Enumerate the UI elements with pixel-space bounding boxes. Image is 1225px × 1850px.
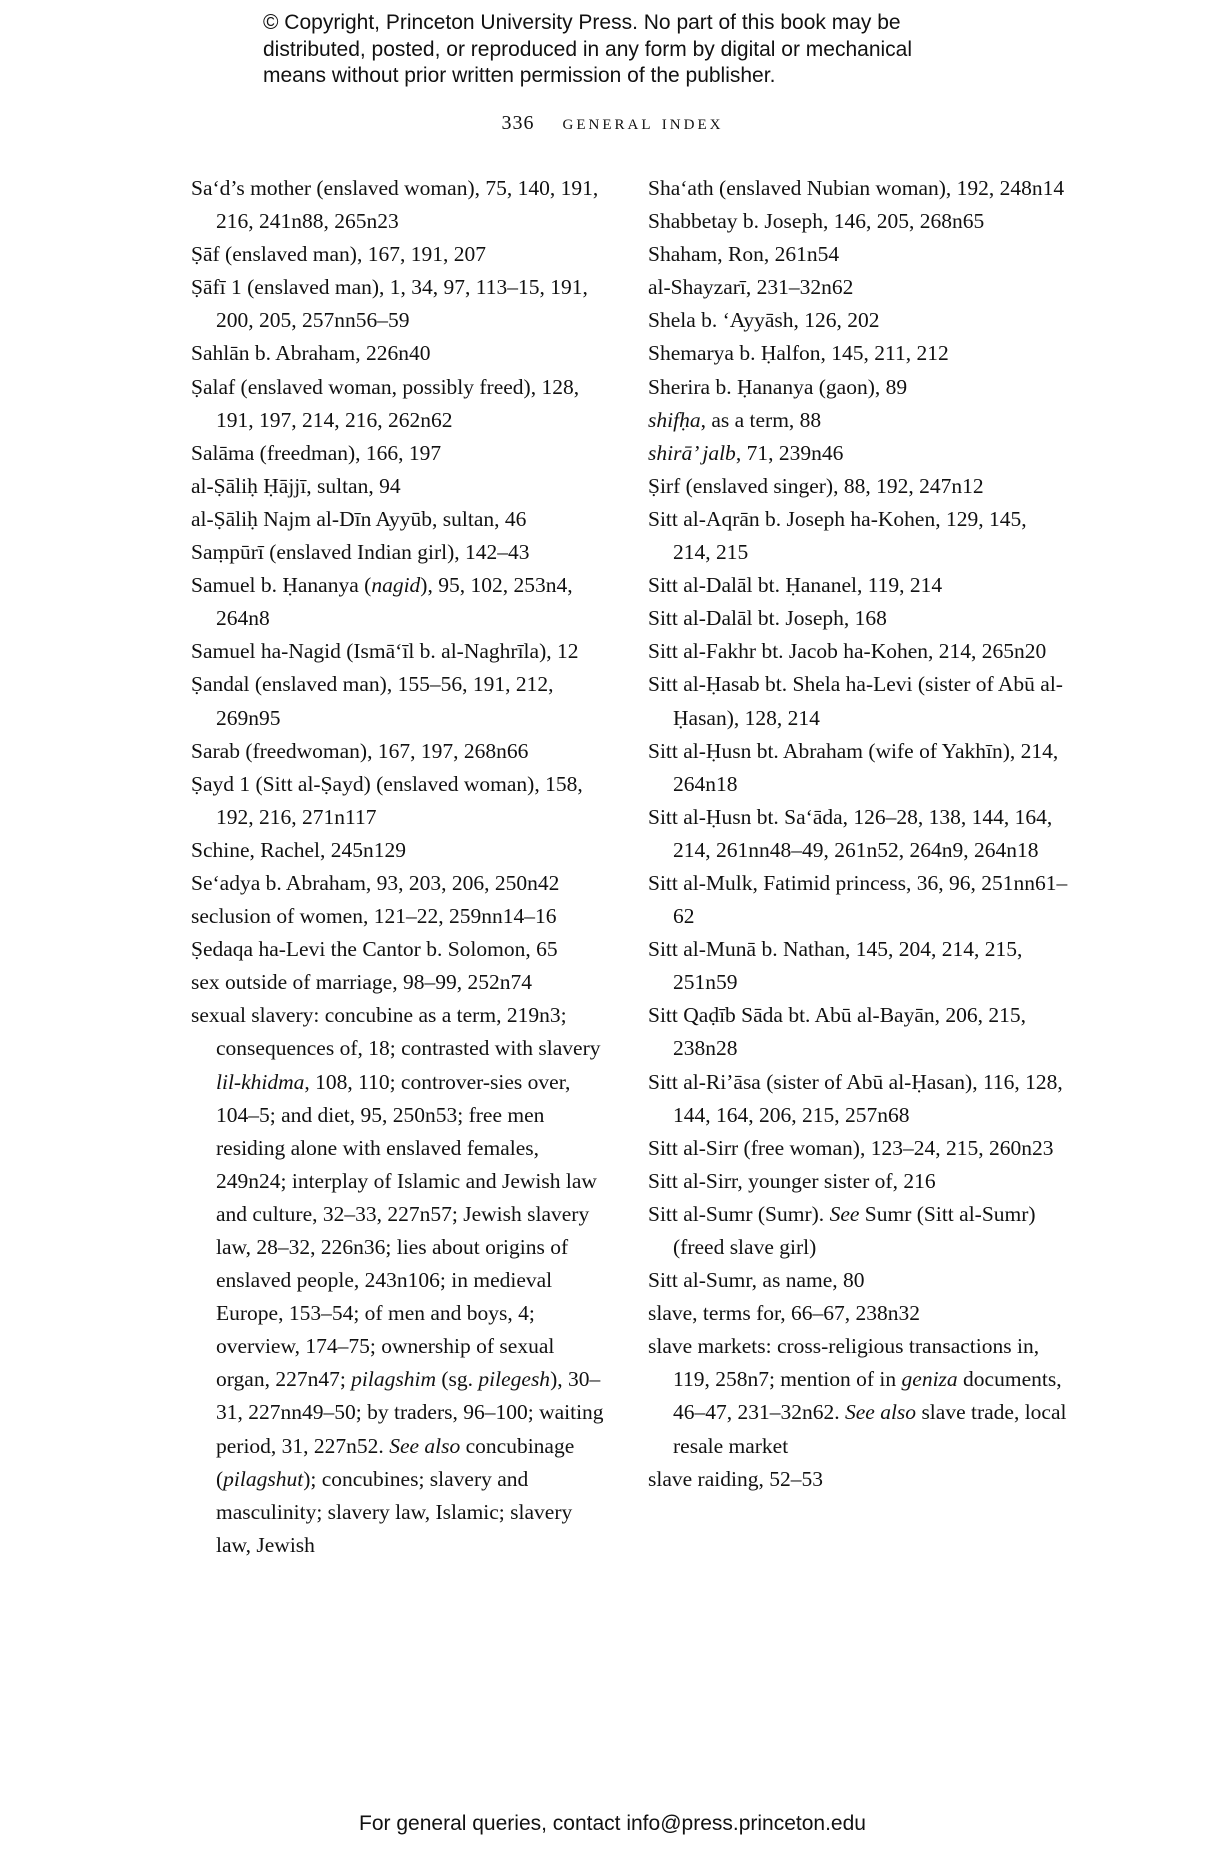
index-entry: slave raiding, 52–53 bbox=[648, 1466, 823, 1491]
index-entry: Sitt al-Ri’āsa (sister of Abū al-Ḥasan), 116, 128, 144, 164, 206, 215, 257n68 bbox=[648, 1069, 1063, 1127]
index-entry: Sitt al-Sumr (Sumr). See Sumr (Sitt al-Sumr) (freed slave girl) bbox=[648, 1201, 1036, 1259]
index-entry: Sha‘ath (enslaved Nubian woman), 192, 248n14 bbox=[648, 176, 1065, 200]
index-entry: al-Ṣāliḥ Najm al-Dīn Ayyūb, sultan, 46 bbox=[191, 506, 527, 531]
index-entry: seclusion of women, 121–22, 259nn14–16 bbox=[191, 904, 557, 929]
index-entry: shifḥa, as a term, 88 bbox=[648, 407, 822, 432]
index-entry: Ṣāfī 1 (enslaved man), 1, 34, 97, 113–15, 191, 200, 205, 257nn56–59 bbox=[191, 275, 588, 333]
index-entry: Sitt al-Ḥusn bt. Sa‘āda, 126–28, 138, 144, 164, 214, 261nn48–49, 261n52, 264n9, 264n18 bbox=[648, 804, 1053, 862]
index-entry: slave, terms for, 66–67, 238n32 bbox=[648, 1301, 921, 1326]
running-head bbox=[0, 110, 1225, 135]
index-entry: Shaham, Ron, 261n54 bbox=[648, 242, 840, 267]
index-entry: Sherira b. Ḥananya (gaon), 89 bbox=[648, 374, 908, 399]
index-entry: Sitt al-Dalāl bt. Ḥananel, 119, 214 bbox=[648, 573, 943, 598]
page-title: general index bbox=[562, 110, 724, 134]
index-entry: Shemarya b. Ḥalfon, 145, 211, 212 bbox=[648, 341, 949, 366]
index-entry: Salāma (freedman), 166, 197 bbox=[191, 440, 442, 465]
index-entry: shirā’ jalb, 71, 239n46 bbox=[648, 440, 844, 465]
index-entry: al-Ṣāliḥ Ḥājjī, sultan, 94 bbox=[191, 473, 401, 498]
index-entry: Ṣayd 1 (Sitt al-Ṣayd) (enslaved woman), 158, 192, 216, 271n117 bbox=[191, 771, 583, 829]
index-entry: Ṣirf (enslaved singer), 88, 192, 247n12 bbox=[648, 473, 984, 498]
index-entry: slave markets: cross-religious transactions in, 119, 258n7; mention of in geniza documents, 46–47, 231–32n62. See also slave trade, local resale market bbox=[648, 1334, 1067, 1458]
copyright-line: means without prior written permission of the publisher. bbox=[263, 64, 776, 87]
copyright-line: distributed, posted, or reproduced in any form by digital or mechanical bbox=[263, 37, 913, 61]
index-entry: Shabbetay b. Joseph, 146, 205, 268n65 bbox=[648, 209, 985, 234]
index-entry: Sa‘d’s mother (enslaved woman), 75, 140, 191, 216, 241n88, 265n23 bbox=[191, 176, 599, 234]
index-entry: Schine, Rachel, 245n129 bbox=[191, 837, 406, 862]
index-entry: Ṣalaf (enslaved woman, possibly freed), 128, 191, 197, 214, 216, 262n62 bbox=[191, 374, 580, 432]
index-entry: sex outside of marriage, 98–99, 252n74 bbox=[191, 970, 532, 995]
index-entry: Samuel ha-Nagid (Ismā‘īl b. al-Naghrīla), 12 bbox=[191, 639, 579, 664]
index-entry: Sitt al-Sumr, as name, 80 bbox=[648, 1268, 865, 1293]
index-entry: Shela b. ‘Ayyāsh, 126, 202 bbox=[648, 308, 880, 333]
footer-contact: For general queries, contact info@press.princeton.edu bbox=[359, 1812, 866, 1835]
copyright-notice bbox=[263, 10, 1023, 90]
index-entry: Sitt al-Sirr, younger sister of, 216 bbox=[648, 1168, 936, 1193]
index-entry: Sitt Qaḍīb Sāda bt. Abū al-Bayān, 206, 215, 238n28 bbox=[648, 1003, 1027, 1061]
index-entry: Sitt al-Fakhr bt. Jacob ha-Kohen, 214, 265n20 bbox=[648, 639, 1047, 664]
index-entry: sexual slavery: concubine as a term, 219n3; consequences of, 18; contrasted with slavery lil-khidma, 108, 110; controver-sies over, 104–5; and diet, 95, 250n53; free men residing alone with enslaved females, 249n24; interplay of Islamic and Jewish law and culture, 32–33, 227n57; Jewish slavery law, 28–32, 226n36; lies about origins of enslaved people, 243n106; in medieval Europe, 153–54; of men and boys, 4; overview, 174–75; ownership of sexual organ, 227n47; pilagshim (sg. pilegesh), 30–31, 227nn49–50; by traders, 96–100; waiting period, 31, 227n52. See also concubinage (pilagshut); concubines; slavery and masculinity; slavery law, Islamic; slavery law, Jewish bbox=[191, 1003, 604, 1557]
index-entry: Sitt al-Dalāl bt. Joseph, 168 bbox=[648, 606, 887, 631]
index-entry: Sitt al-Ḥusn bt. Abraham (wife of Yakhīn), 214, 264n18 bbox=[648, 738, 1059, 796]
page-number: 336 bbox=[501, 112, 535, 134]
index-entry: Ṣāf (enslaved man), 167, 191, 207 bbox=[191, 242, 486, 267]
index-entry: Sitt al-Munā b. Nathan, 145, 204, 214, 215, 251n59 bbox=[648, 937, 1023, 995]
index-entry: Sitt al-Ḥasab bt. Shela ha-Levi (sister of Abū al-Ḥasan), 128, 214 bbox=[648, 672, 1063, 730]
index-entry: Sahlān b. Abraham, 226n40 bbox=[191, 341, 431, 366]
index-column-left bbox=[191, 172, 611, 1562]
index-entry: Samuel b. Ḥananya (nagid), 95, 102, 253n4, 264n8 bbox=[191, 573, 573, 631]
index-entry: al-Shayzarī, 231–32n62 bbox=[648, 275, 854, 300]
index-entry: Ṣedaqa ha-Levi the Cantor b. Solomon, 65 bbox=[191, 937, 558, 962]
index-entry: Se‘adya b. Abraham, 93, 203, 206, 250n42 bbox=[191, 870, 560, 895]
index-entry: Saṃpūrī (enslaved Indian girl), 142–43 bbox=[191, 540, 530, 565]
index-entry: Sitt al-Aqrān b. Joseph ha-Kohen, 129, 145, 214, 215 bbox=[648, 506, 1027, 565]
index-entry: Ṣandal (enslaved man), 155–56, 191, 212, 269n95 bbox=[191, 672, 554, 730]
index-column-right bbox=[648, 172, 1068, 1496]
copyright-line: © Copyright, Princeton University Press. No part of this book may be bbox=[263, 11, 901, 34]
index-entry: Sarab (freedwoman), 167, 197, 268n66 bbox=[191, 738, 529, 763]
index-entry: Sitt al-Mulk, Fatimid princess, 36, 96, 251nn61–62 bbox=[648, 870, 1068, 929]
index-entry: Sitt al-Sirr (free woman), 123–24, 215, 260n23 bbox=[648, 1135, 1054, 1160]
